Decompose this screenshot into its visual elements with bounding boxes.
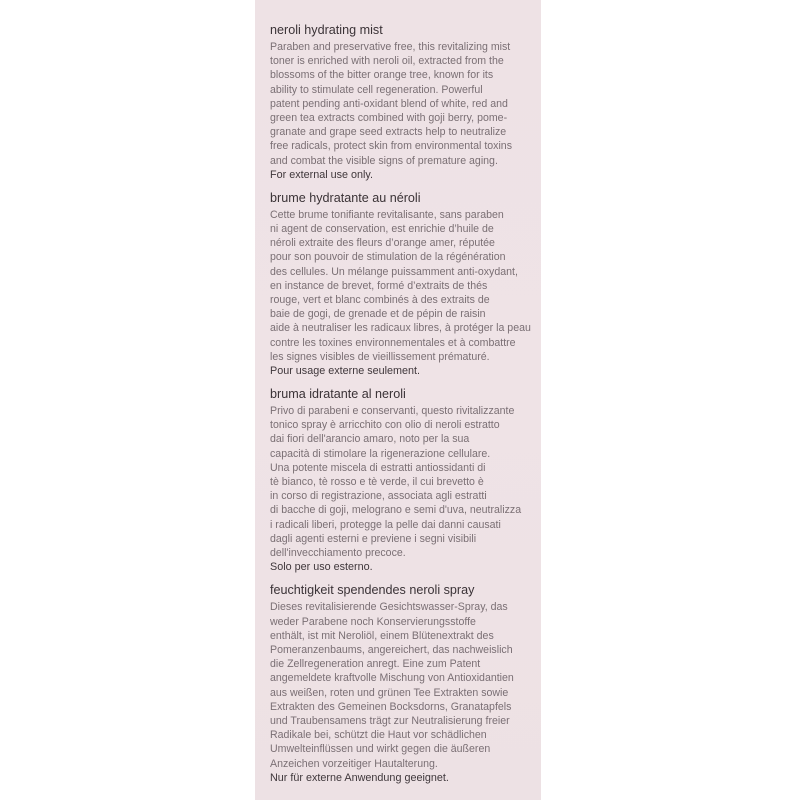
section-heading: feuchtigkeit spendendes neroli spray: [270, 583, 475, 598]
section-italian: [270, 386, 536, 575]
section-body: Cette brume tonifiante revitalisante, sans paraben ni agent de conservation, est enrichie d’huile de néroli extraite des fleurs d’orange amer, réputée pour son pouvoir de stimulation de la régénération des cellules. Un mélange puissamment anti-oxydant, en instance de brevet, formé d’extraits de thés rouge, vert et blanc combinés à des extraits de baie de gogi, de grenade et de pépin de raisin aide à neutraliser les radicaux libres, à protéger la peau contre les toxines environnementales et à combattre les signes visibles de vieillissement prématuré.: [270, 208, 531, 363]
section-german: [270, 582, 536, 785]
product-label-panel: [255, 0, 541, 800]
section-body: Privo di parabeni e conservanti, questo rivitalizzante tonico spray è arricchito con olio di neroli estratto dai fiori dell'arancio amaro, noto per la sua capacità di stimolare la rigenerazione cellulare. Una potente miscela di estratti antiossidanti di tè bianco, tè rosso e tè verde, il cui brevetto è in corso di registrazione, associata agli estratti di bacche di goji, melograno e semi d'uva, neutralizza i radicali liberi, protegge la pelle dai danni causati dagli agenti esterni e previene i segni visibili dell'invecchiamento precoce.: [270, 405, 522, 560]
usage-note: Solo per uso esterno.: [270, 561, 373, 574]
section-body: Paraben and preservative free, this revitalizing mist toner is enriched with neroli oil, extracted from the blossoms of the bitter orange tree, known for its ability to stimulate cell regeneration. Powerful patent pending anti-oxidant blend of white, red and green tea extracts combined with goji berry, pome- granate and grape seed extracts help to neutralize free radicals, protect skin from environmental toxins and combat the visible signs of premature aging.: [270, 41, 512, 167]
usage-note: Nur für externe Anwendung geeignet.: [270, 771, 449, 784]
usage-note: Pour usage externe seulement.: [270, 365, 421, 378]
usage-note: For external use only.: [270, 168, 374, 181]
section-heading: brume hydratante au néroli: [270, 190, 421, 205]
section-english: [270, 22, 536, 183]
section-heading: bruma idratante al neroli: [270, 387, 406, 402]
label-text-column: [270, 22, 536, 793]
section-body: Dieses revitalisierende Gesichtswasser-Spray, das weder Parabene noch Konservierungsstoffe enthält, ist mit Neroliöl, einem Blütenextrakt des Pomeranzenbaums, angereichert, das nachweislich die Zellregeneration anregt. Eine zum Patent angemeldete kraftvolle Mischung von Antioxidantien aus weißen, roten und grünen Tee Extrakten sowie Extrakten des Gemeinen Bocksdorns, Granatapfels und Traubensamens trägt zur Neutralisierung freier Radikale bei, schützt die Haut vor schädlichen Umwelteinflüssen und wirkt gegen die äußeren Anzeichen vorzeitiger Hautalterung.: [270, 601, 514, 770]
section-heading: neroli hydrating mist: [270, 23, 383, 37]
section-french: [270, 190, 536, 379]
